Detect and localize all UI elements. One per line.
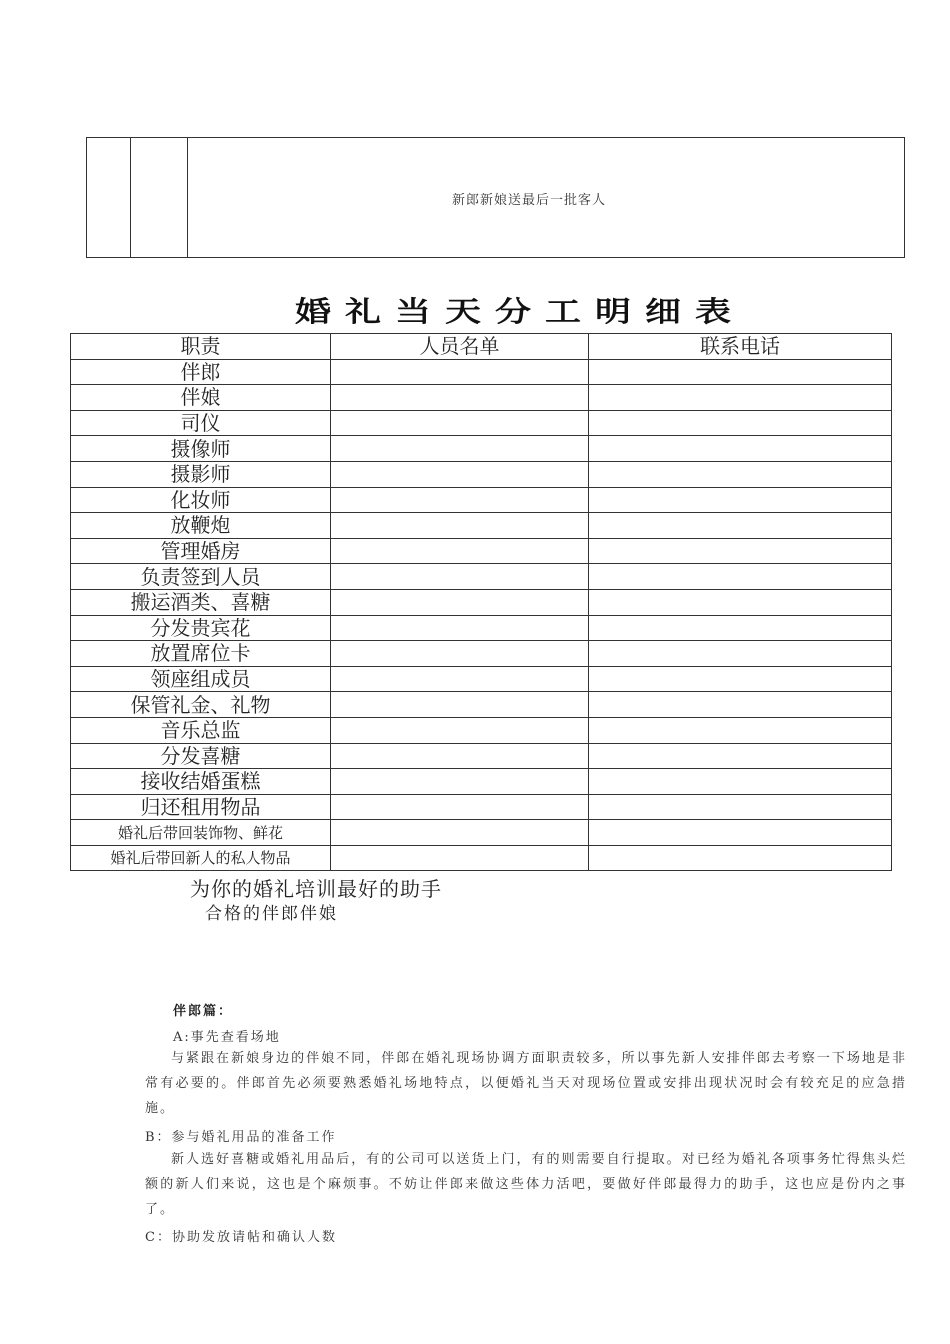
role-cell: 搬运酒类、喜糖	[71, 589, 331, 615]
table-row	[71, 615, 892, 641]
phone-cell[interactable]	[589, 589, 892, 615]
phone-cell[interactable]	[589, 487, 892, 513]
role-cell: 伴郎	[71, 359, 331, 385]
table-row	[71, 820, 892, 846]
top-table-cell-1	[87, 138, 131, 257]
phone-cell[interactable]	[589, 538, 892, 564]
table-row	[71, 666, 892, 692]
names-cell[interactable]	[331, 666, 589, 692]
column-header-phone: 联系电话	[589, 334, 892, 360]
names-cell[interactable]	[331, 436, 589, 462]
phone-cell[interactable]	[589, 385, 892, 411]
phone-cell[interactable]	[589, 359, 892, 385]
names-cell[interactable]	[331, 641, 589, 667]
role-cell: 婚礼后带回装饰物、鲜花	[71, 820, 331, 846]
table-row	[71, 564, 892, 590]
role-cell: 婚礼后带回新人的私人物品	[71, 845, 331, 871]
paragraph-a: 与紧跟在新娘身边的伴娘不同，伴郎在婚礼现场协调方面职责较多，所以事先新人安排伴郎去考察一下场地是非常有必要的。伴郎首先必须要熟悉婚礼场地特点，以便婚礼当天对现场位置或安排出现状况时会有较充足的应急措施。	[145, 1051, 907, 1116]
role-cell: 司仪	[71, 410, 331, 436]
role-cell: 负责签到人员	[71, 564, 331, 590]
names-cell[interactable]	[331, 589, 589, 615]
role-cell: 伴娘	[71, 385, 331, 411]
table-row	[71, 538, 892, 564]
phone-cell[interactable]	[589, 436, 892, 462]
phone-cell[interactable]	[589, 410, 892, 436]
phone-cell[interactable]	[589, 794, 892, 820]
table-row	[71, 436, 892, 462]
table-row	[71, 487, 892, 513]
role-cell: 接收结婚蛋糕	[71, 769, 331, 795]
names-cell[interactable]	[331, 743, 589, 769]
names-cell[interactable]	[331, 513, 589, 539]
table-row	[71, 589, 892, 615]
phone-cell[interactable]	[589, 845, 892, 871]
top-table-cell-3	[188, 138, 904, 257]
section-heading: 伴郎篇：	[173, 1004, 234, 1019]
table-row	[71, 410, 892, 436]
column-header-role: 职责	[71, 334, 331, 360]
role-cell: 放鞭炮	[71, 513, 331, 539]
table-row	[71, 692, 892, 718]
top-note: 新郎新娘送最后一批客人	[452, 193, 607, 208]
role-cell: 放置席位卡	[71, 641, 331, 667]
table-row	[71, 385, 892, 411]
role-cell: 化妆师	[71, 487, 331, 513]
role-cell: 摄影师	[71, 461, 331, 487]
names-cell[interactable]	[331, 487, 589, 513]
top-table-cell-2	[130, 138, 188, 257]
table-row	[71, 743, 892, 769]
phone-cell[interactable]	[589, 666, 892, 692]
phone-cell[interactable]	[589, 820, 892, 846]
table-row	[71, 845, 892, 871]
item-a-heading: A:事先查看场地	[173, 1030, 281, 1045]
phone-cell[interactable]	[589, 615, 892, 641]
role-cell: 摄像师	[71, 436, 331, 462]
top-schedule-table	[86, 137, 905, 258]
column-header-names: 人员名单	[331, 334, 589, 360]
phone-cell[interactable]	[589, 717, 892, 743]
names-cell[interactable]	[331, 769, 589, 795]
phone-cell[interactable]	[589, 641, 892, 667]
phone-cell[interactable]	[589, 743, 892, 769]
names-cell[interactable]	[331, 615, 589, 641]
role-cell: 保管礼金、礼物	[71, 692, 331, 718]
table-row	[71, 769, 892, 795]
role-cell: 管理婚房	[71, 538, 331, 564]
item-c-heading: C：协助发放请帖和确认人数	[145, 1230, 337, 1245]
names-cell[interactable]	[331, 410, 589, 436]
table-row	[71, 641, 892, 667]
phone-cell[interactable]	[589, 564, 892, 590]
names-cell[interactable]	[331, 820, 589, 846]
roles-table	[70, 333, 892, 871]
phone-cell[interactable]	[589, 769, 892, 795]
table-row	[71, 461, 892, 487]
item-b-heading: B：参与婚礼用品的准备工作	[145, 1130, 337, 1145]
phone-cell[interactable]	[589, 692, 892, 718]
names-cell[interactable]	[331, 461, 589, 487]
role-cell: 分发喜糖	[71, 743, 331, 769]
table-row	[71, 794, 892, 820]
subtitle: 合格的伴郎伴娘	[205, 904, 338, 924]
role-cell: 领座组成员	[71, 666, 331, 692]
names-cell[interactable]	[331, 692, 589, 718]
role-cell: 音乐总监	[71, 717, 331, 743]
role-cell: 分发贵宾花	[71, 615, 331, 641]
table-row	[71, 717, 892, 743]
names-cell[interactable]	[331, 794, 589, 820]
tagline: 为你的婚礼培训最好的助手	[190, 877, 442, 901]
names-cell[interactable]	[331, 359, 589, 385]
names-cell[interactable]	[331, 845, 589, 871]
names-cell[interactable]	[331, 538, 589, 564]
paragraph-b: 新人选好喜糖或婚礼用品后，有的公司可以送货上门，有的则需要自行提取。对已经为婚礼各项事务忙得焦头烂额的新人们来说，这也是个麻烦事。不妨让伴郎来做这些体力活吧，要做好伴郎最得力的助手，这也应是份内之事了。	[145, 1152, 907, 1217]
document-title: 婚礼当天分工明细表	[294, 295, 745, 328]
names-cell[interactable]	[331, 717, 589, 743]
phone-cell[interactable]	[589, 461, 892, 487]
table-row	[71, 513, 892, 539]
table-row	[71, 359, 892, 385]
names-cell[interactable]	[331, 385, 589, 411]
role-cell: 归还租用物品	[71, 794, 331, 820]
phone-cell[interactable]	[589, 513, 892, 539]
names-cell[interactable]	[331, 564, 589, 590]
table-header-row	[71, 334, 892, 360]
